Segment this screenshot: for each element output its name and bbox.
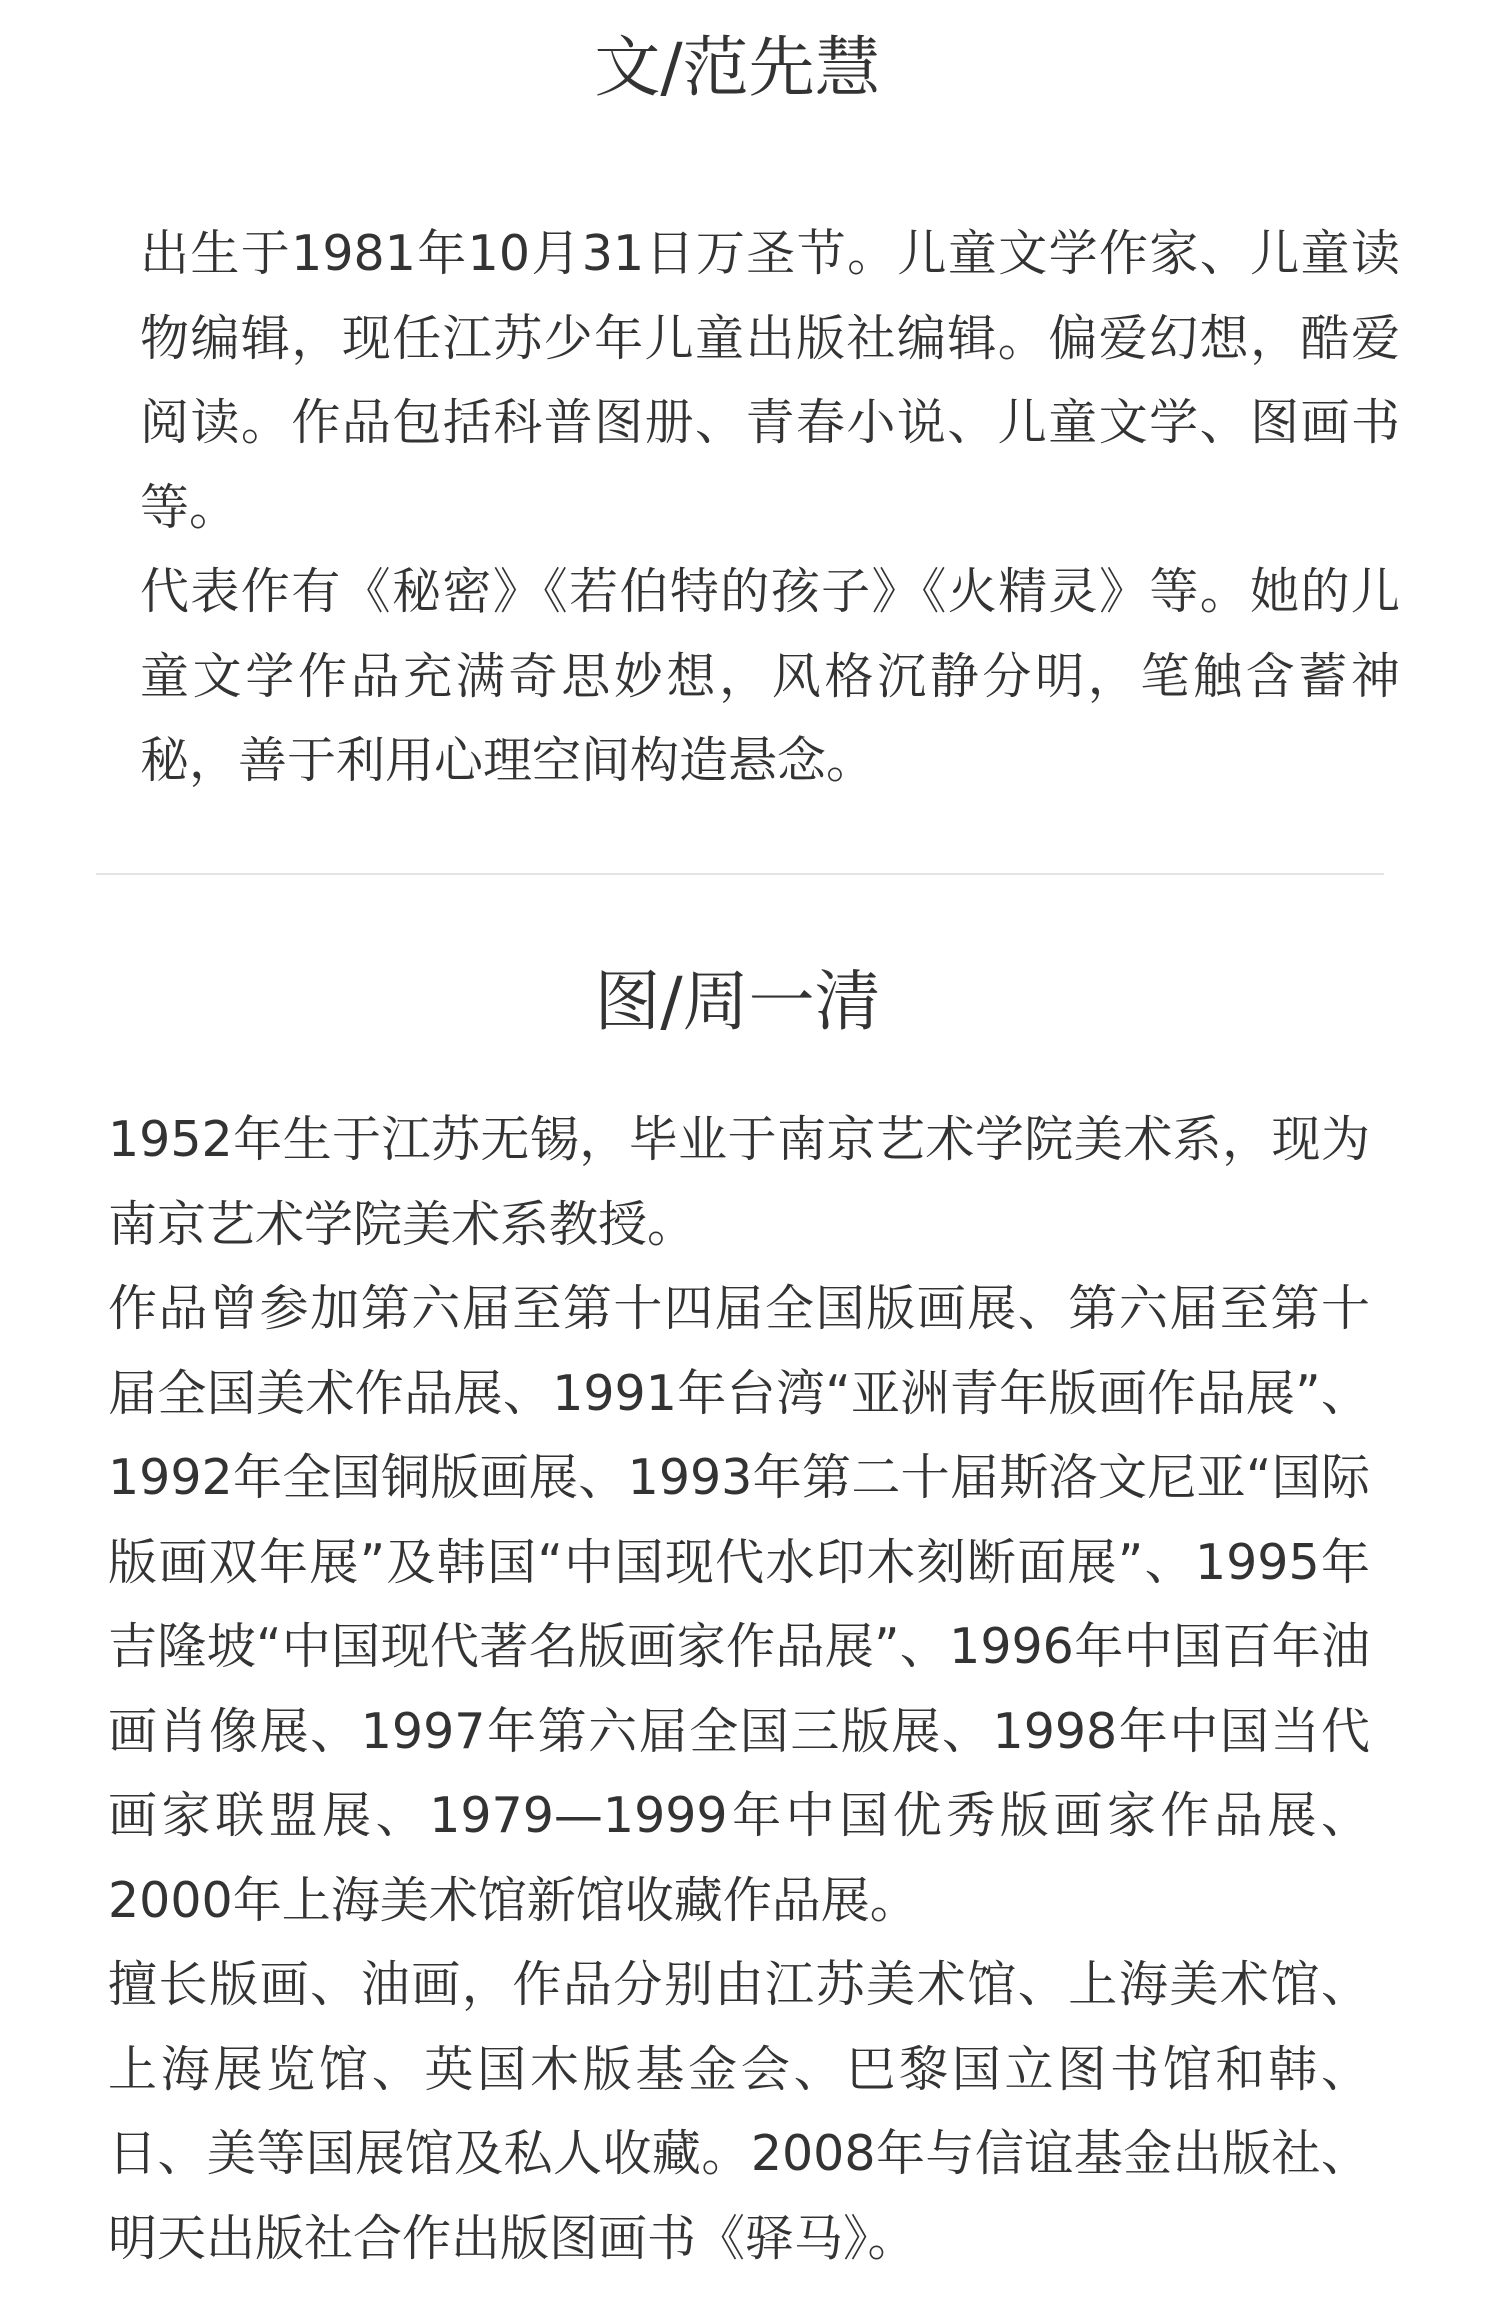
illustrator-heading: 图/周一清 [594, 963, 881, 1040]
illustrator-bio-paragraph: 作品曾参加第六届至第十四届全国版画展、第六届至第十届全国美术作品展、1991年台湾“亚洲青年版画作品展”、1992年全国铜版画展、1993年第二十届斯洛文尼亚“国际版画双年展”及韩国“中国现代水印木刻断面展”、1995年吉隆坡“中国现代著名版画家作品展”、1996年中国百年油画肖像展、1997年第六届全国三版展、1998年中国当代画家联盟展、1979—1999年中国优秀版画家作品展、2000年上海美术馆新馆收藏作品展。 [108, 1280, 1370, 1929]
section-divider [96, 873, 1384, 875]
illustrator-bio-paragraph: 1952年生于江苏无锡，毕业于南京艺术学院美术系，现为南京艺术学院美术系教授。 [108, 1111, 1370, 1253]
illustrator-bio-paragraph: 擅长版画、油画，作品分别由江苏美术馆、上海美术馆、上海展览馆、英国木版基金会、巴黎国立图书馆和韩、日、美等国展馆及私人收藏。2008年与信谊基金出版社、明天出版社合作出版图画书《驿马》。 [108, 1956, 1370, 2267]
illustrator-bio [108, 1098, 1370, 2281]
author-heading: 文/范先慧 [594, 29, 881, 106]
author-bio-paragraph: 出生于1981年10月31日万圣节。儿童文学作家、儿童读物编辑，现任江苏少年儿童出版社编辑。偏爱幻想，酷爱阅读。作品包括科普图册、青春小说、儿童文学、图画书等。 [140, 225, 1400, 536]
author-bio [140, 212, 1400, 804]
author-bio-paragraph: 代表作有《秘密》《若伯特的孩子》《火精灵》等。她的儿童文学作品充满奇思妙想，风格沉静分明，笔触含蓄神秘，善于利用心理空间构造悬念。 [140, 563, 1400, 789]
